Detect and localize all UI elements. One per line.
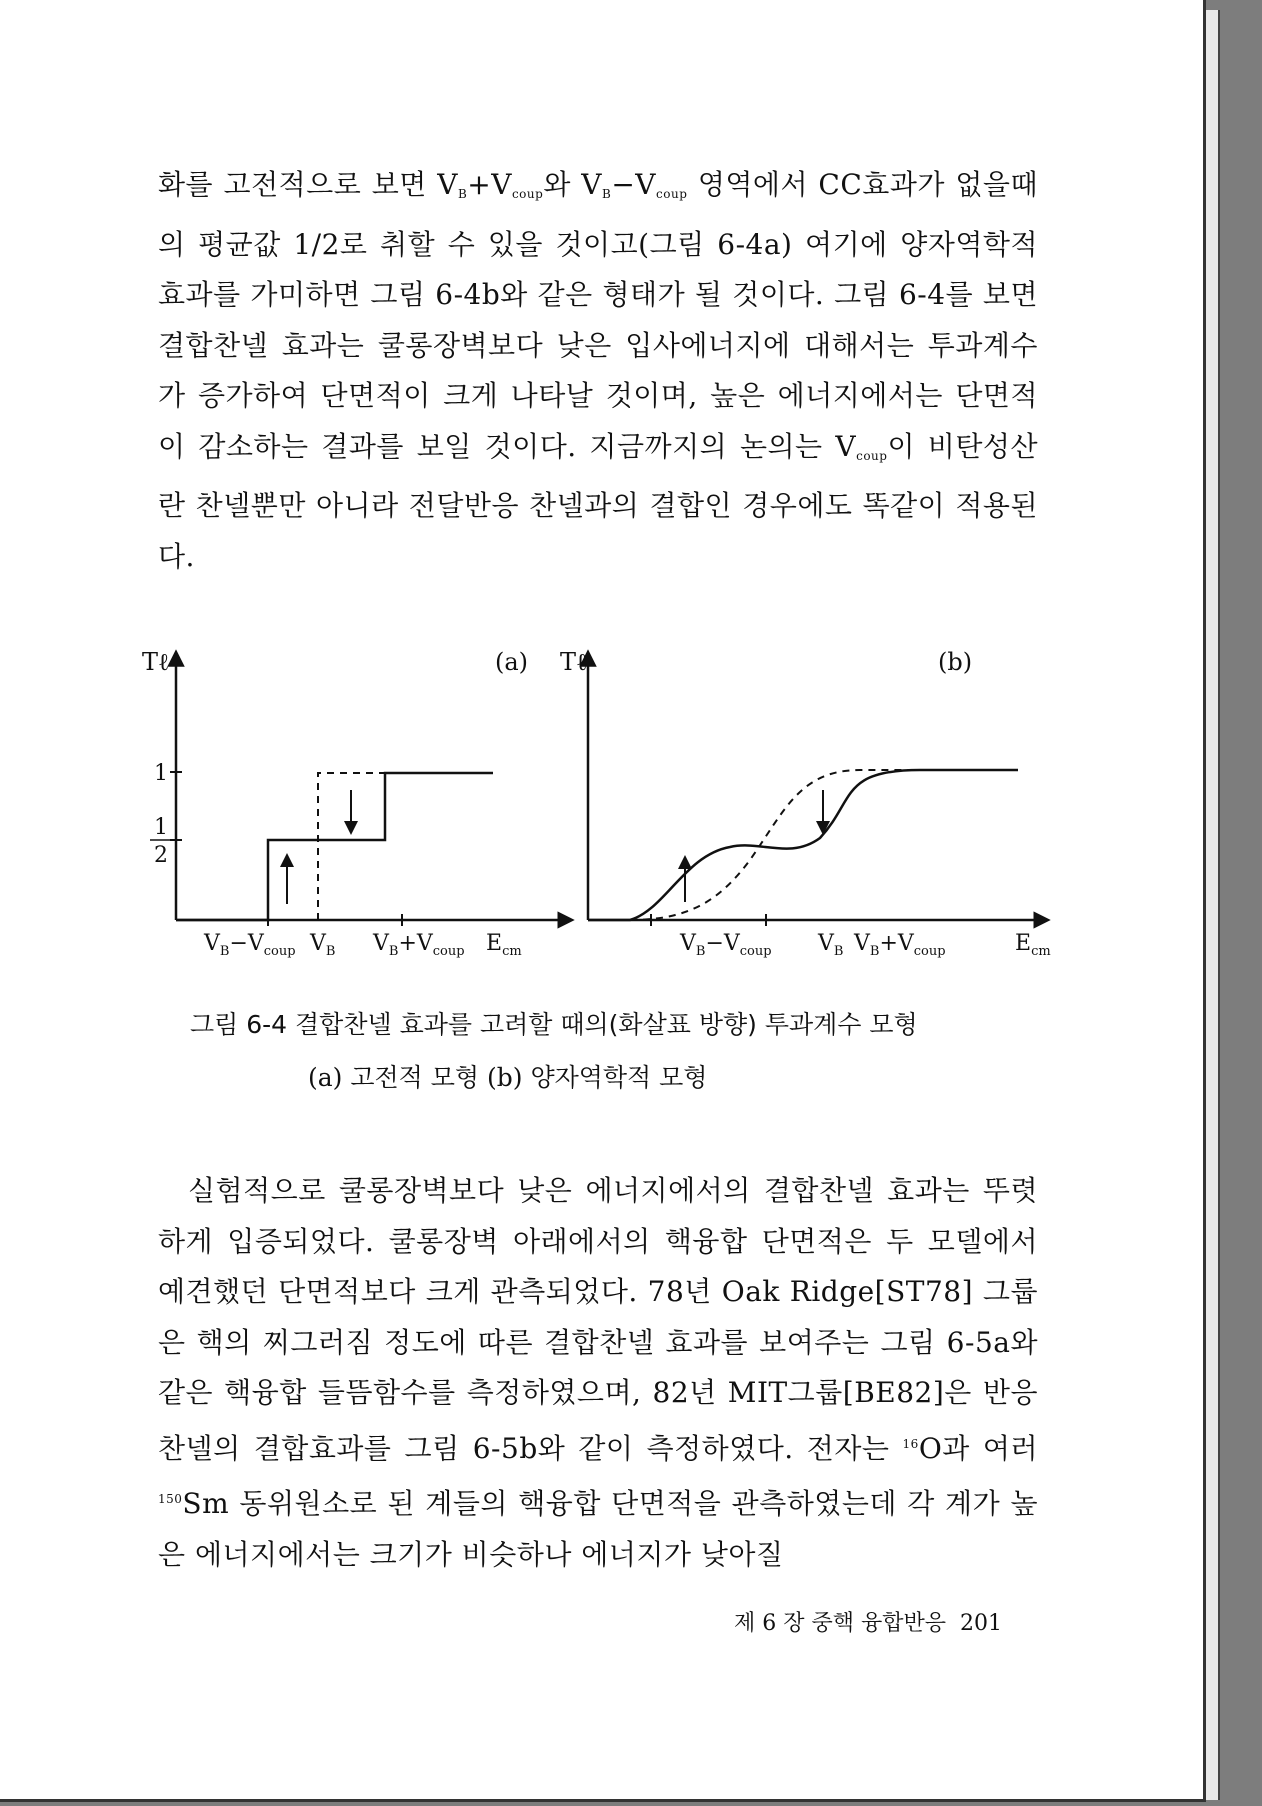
- panel-a: [142, 648, 566, 959]
- panel-a-x-tick-vb-plus-vcoup: $V_B+V_{coup}$: [373, 931, 465, 959]
- panel-b-x-tick-vb: $V_B$: [818, 931, 844, 959]
- panel-b-y-axis-label: Tℓ: [560, 648, 588, 676]
- panel-a-y-axis-label: Tℓ: [142, 648, 170, 676]
- panel-a-label: (a): [495, 648, 529, 676]
- chapter-title: 제 6 장 중핵 융합반응: [734, 1611, 946, 1636]
- panel-b-reference-curve: [630, 770, 920, 920]
- paragraph-1: 화를 고전적으로 보면 $V_B+V_{coup}$와 $V_B-V_{coup}$ 영역에서 CC효과가 없을때의 평균값 1/2로 취할 수 있을 것이고(그림 6-4a) 여기에 양자역학적 효과를 가미하면 그림 6-4b와 같은 형태가 될 것이다. 그림 6-4를 보면 결합찬넬 효과는 쿨롱장벽보다 낮은 입사에너지에 대해서는 투과계수가 증가하여 단면적이 크게 나타날 것이며, 높은 에너지에서는 단면적이 감소하는 결과를 보일 것이다. 지금까지의 논의는 $V_{coup}$이 비탄성산란 찬넬뿐만 아니라 전달반응 찬넬과의 결합인 경우에도 똑같이 적용된다.: [158, 168, 1039, 573]
- page-number: 201: [960, 1611, 1002, 1636]
- paragraph-2: 실험적으로 쿨롱장벽보다 낮은 에너지에서의 결합찬넬 효과는 뚜렷하게 입증되었다. 쿨롱장벽 아래에서의 핵융합 단면적은 두 모델에서 예견했던 단면적보다 크게 관측되었다. 78년 Oak Ridge[ST78] 그룹은 핵의 찌그러짐 정도에 따른 결합찬넬 효과를 보여주는 그림 6-5a와 같은 핵융합 들뜸함수를 측정하였으며, 82년 MIT그룹[BE82]은 반응찬넬의 결합효과를 그림 6-5b와 같이 측정하였다. 전자는 $^{16}$O과 여러 $^{150}$Sm 동위원소로 된 계들의 핵융합 단면적을 관측하였는데 각 계가 높은 에너지에서는 크기가 비슷하나 에너지가 낮아질: [158, 1174, 1038, 1571]
- panel-b-x-tick-vb-plus-vcoup: $V_B+V_{coup}$: [854, 931, 946, 959]
- panel-b-x-tick-vb-minus-vcoup: $V_B-V_{coup}$: [680, 931, 772, 959]
- figure-6-4: [120, 640, 1070, 980]
- panel-a-x-tick-vb-minus-vcoup: $V_B-V_{coup}$: [204, 931, 296, 959]
- panel-a-y-tick-half-den: 2: [154, 843, 168, 868]
- figure-caption: [190, 998, 1070, 1104]
- panel-a-x-axis-label: $E_{cm}$: [486, 931, 522, 959]
- panel-a-y-tick-1: 1: [154, 761, 168, 786]
- panel-b-label: (b): [938, 648, 973, 676]
- panel-a-x-tick-vb: $V_B$: [310, 931, 336, 959]
- caption-line-1: 그림 6-4 결합찬넬 효과를 고려할 때의(화살표 방향) 투과계수 모형: [190, 1010, 918, 1039]
- panel-a-classical-curve: [176, 773, 493, 920]
- panel-a-y-tick-half-num: 1: [154, 815, 168, 840]
- panel-b: [560, 648, 1051, 959]
- panel-b-x-axis-label: $E_{cm}$: [1015, 931, 1051, 959]
- page-footer: [734, 1606, 1002, 1637]
- panel-b-quantum-curve: [588, 770, 1018, 920]
- caption-line-2: (a) 고전적 모형 (b) 양자역학적 모형: [308, 1063, 708, 1092]
- page-edge: [1206, 10, 1220, 1800]
